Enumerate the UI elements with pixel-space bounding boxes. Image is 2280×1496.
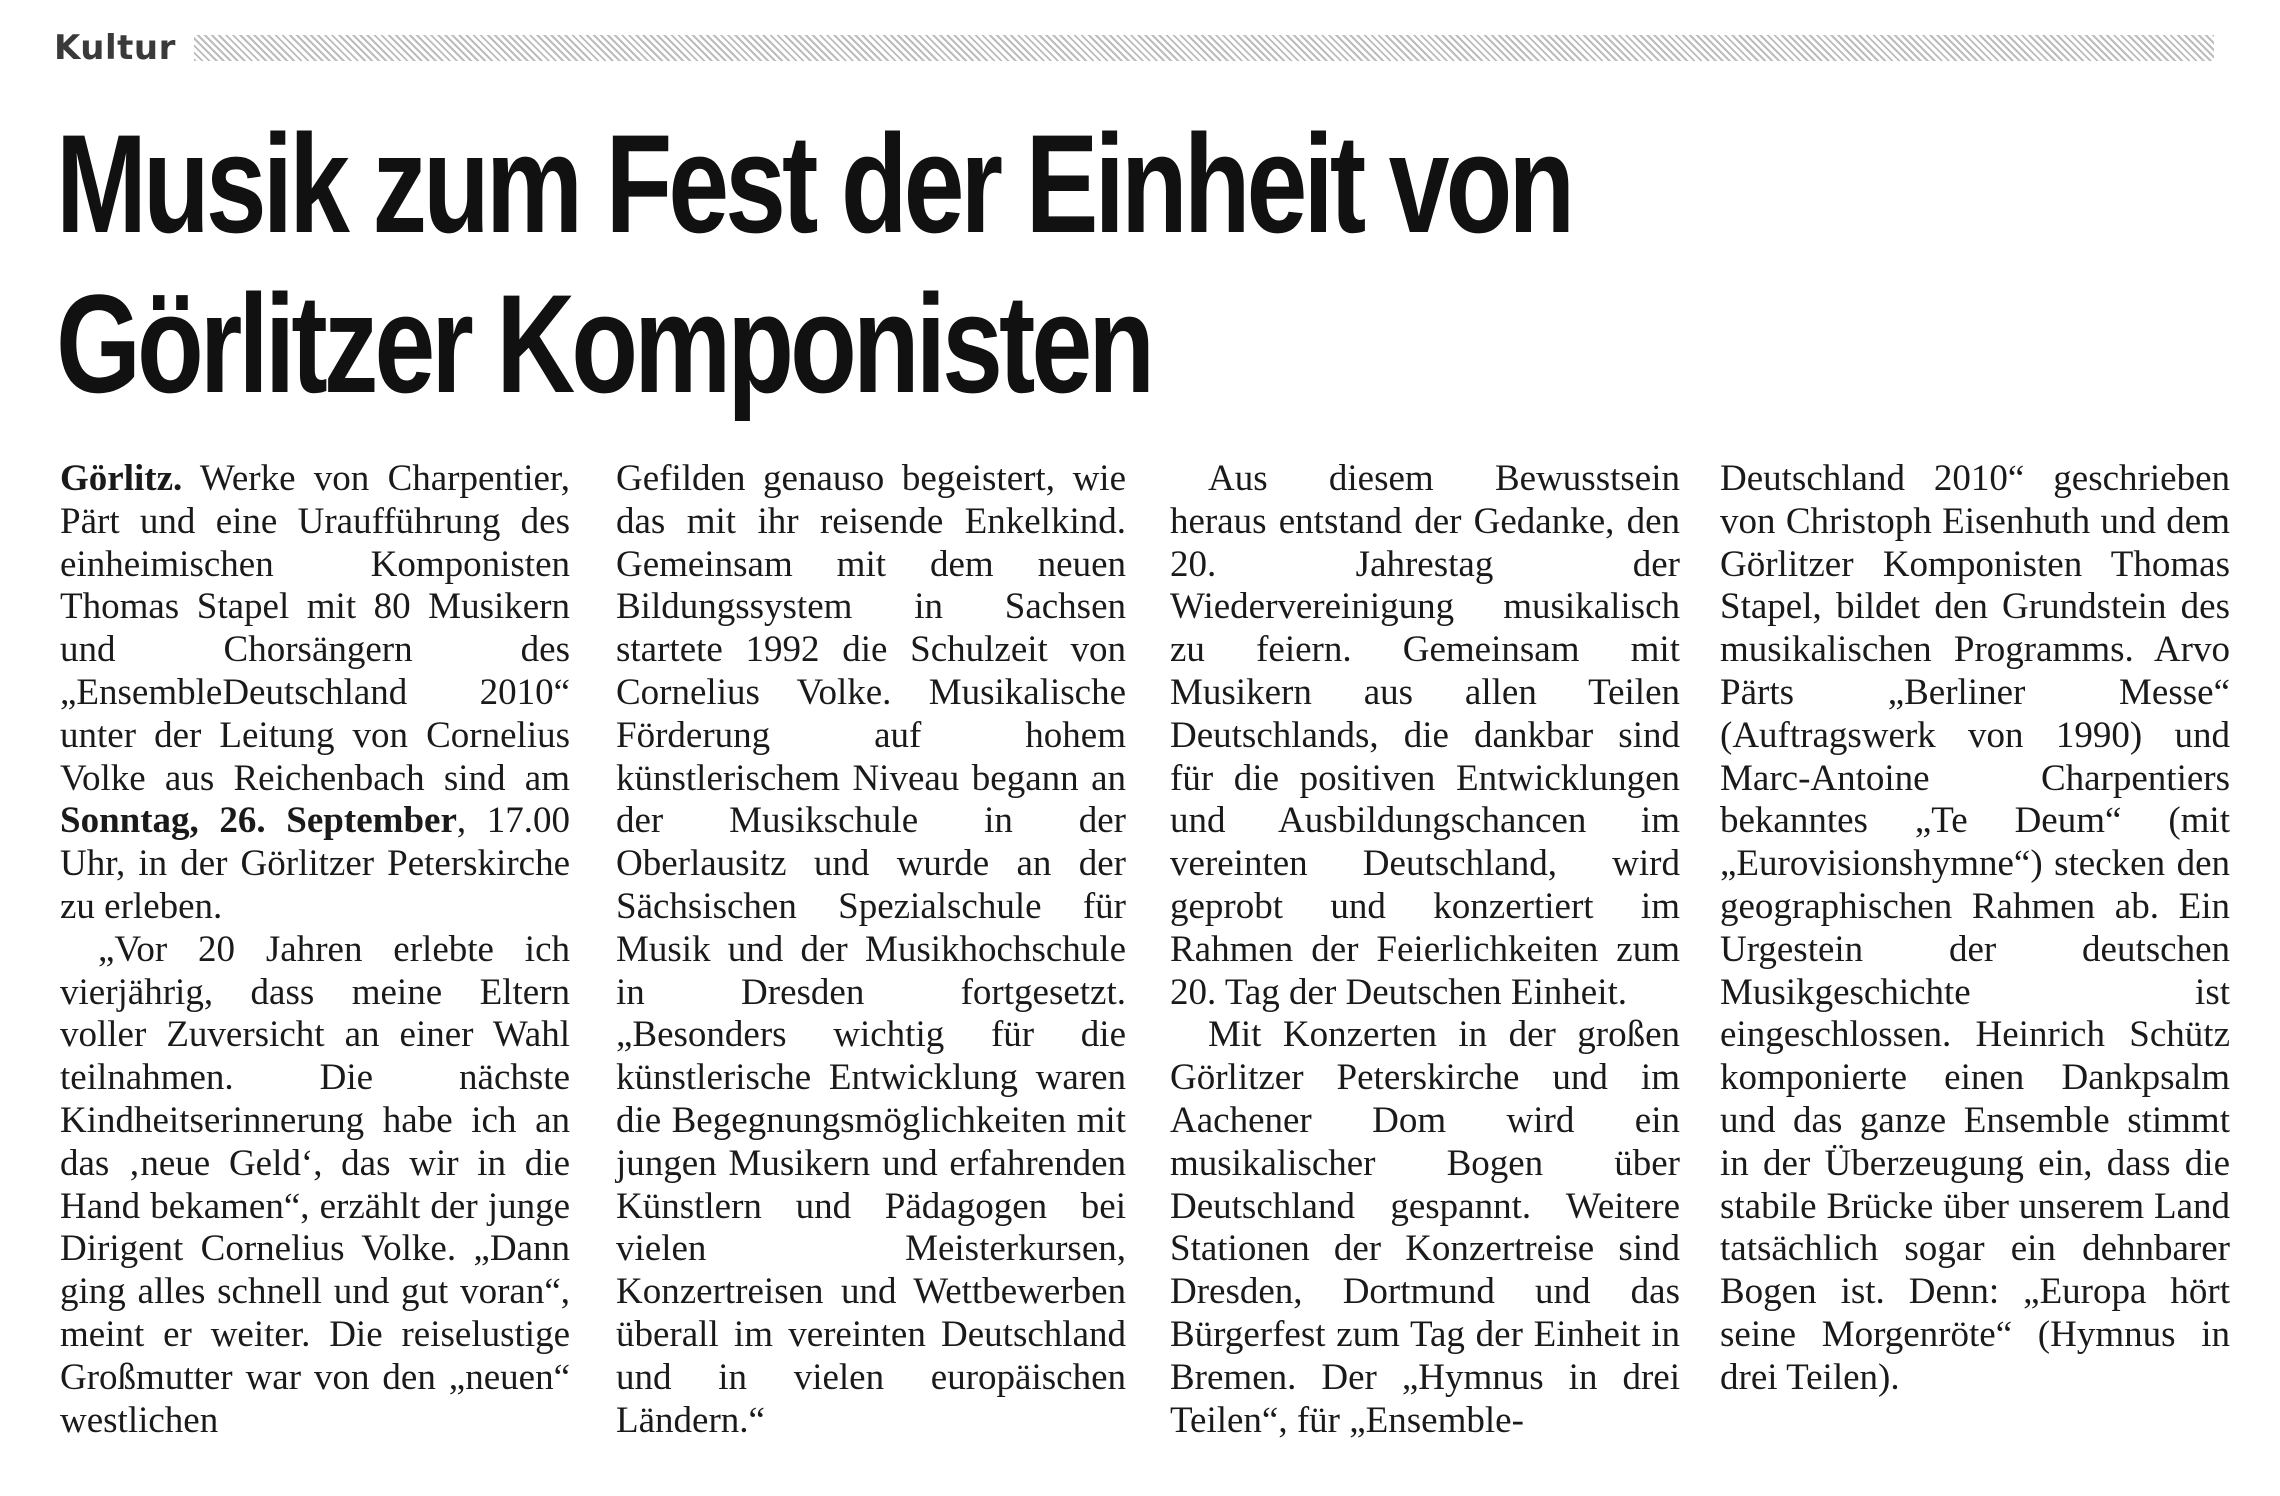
- section-rule: [194, 35, 2214, 61]
- paragraph: Mit Konzerten in der großen Görlitzer Peterskirche und im Aachener Dom wird ein musikalischer Bogen über Deutschland gespannt. Weitere Stationen der Konzertreise sind Dresden, Dortmund und das Bürgerfest zum Tag der Einheit in Bremen. Der „Hymnus in drei Teilen“, für „Ensemble-: [1170, 1014, 1680, 1441]
- article-column-3: [1170, 458, 1680, 1442]
- event-date: Sonntag, 26. September: [60, 800, 457, 842]
- paragraph: „Vor 20 Jahren erlebte ich vierjährig, dass meine Eltern voller Zuversicht an einer Wahl teilnahmen. Die nächste Kindheitserinnerung habe ich an das ‚neue Geld‘, das wir in die Hand bekamen“, erzählt der junge Dirigent Cornelius Volke. „Dann ging alles schnell und gut voran“, meint er weiter. Die reiselustige Großmutter war von den „neuen“ westlichen: [60, 928, 570, 1441]
- paragraph: [60, 458, 570, 929]
- article-column-4: [1720, 458, 2230, 1400]
- dateline: Görlitz.: [60, 458, 183, 499]
- article-body: [60, 458, 2230, 1468]
- article-column-1: [60, 458, 570, 1442]
- paragraph: Deutschland 2010“ geschrieben von Christoph Eisenhuth und dem Görlitzer Komponisten Thomas Stapel, bildet den Grundstein des musikalischen Programms. Arvo Pärts „Berliner Messe“ (Auftragswerk von 1990) und Marc-Antoine Charpentiers bekanntes „Te Deum“ (mit „Eurovisionshymne“) stecken den geographischen Rahmen ab. Ein Urgestein der deutschen Musikgeschichte ist eingeschlossen. Heinrich Schütz komponierte einen Dankpsalm und das ganze Ensemble stimmt in der Überzeugung ein, dass die stabile Brücke über unserem Land tatsächlich sogar ein dehnbarer Bogen ist. Denn: „Europa hört seine Morgenröte“ (Hymnus in drei Teilen).: [1720, 458, 2230, 1398]
- paragraph-text: , 17.00 Uhr, in der Görlitzer Peterskirche zu erleben.: [60, 800, 570, 927]
- headline-line-1: Musik zum Fest der Einheit von: [56, 105, 1572, 262]
- headline-line-2: Görlitzer Komponisten: [56, 265, 1152, 422]
- headline: [56, 104, 1733, 424]
- section-header: [54, 26, 2214, 70]
- paragraph-text: Werke von Charpentier, Pärt und eine Uraufführung des einheimischen Komponisten Thomas Stapel mit 80 Musikern und Chorsängern des „EnsembleDeutschland 2010“ unter der Leitung von Cornelius Volke aus Reichenbach sind am: [60, 458, 570, 799]
- article-column-2: [616, 458, 1126, 1442]
- section-label: Kultur: [54, 28, 176, 68]
- paragraph: Aus diesem Bewusstsein heraus entstand der Gedanke, den 20. Jahrestag der Wiedervereinigung musikalisch zu feiern. Gemeinsam mit Musikern aus allen Teilen Deutschlands, die dankbar sind für die positiven Entwicklungen und Ausbildungschancen im vereinten Deutschland, wird geprobt und konzertiert im Rahmen der Feierlichkeiten zum 20. Tag der Deutschen Einheit.: [1170, 458, 1680, 1013]
- paragraph: Gefilden genauso begeistert, wie das mit ihr reisende Enkelkind. Gemeinsam mit dem neuen Bildungssystem in Sachsen startete 1992 die Schulzeit von Cornelius Volke. Musikalische Förderung auf hohem künstlerischem Niveau begann an der Musikschule in der Oberlausitz und wurde an der Sächsischen Spezialschule für Musik und der Musikhochschule in Dresden fortgesetzt. „Besonders wichtig für die künstlerische Entwicklung waren die Begegnungsmöglichkeiten mit jungen Musikern und erfahrenden Künstlern und Pädagogen bei vielen Meisterkursen, Konzertreisen und Wettbewerben überall im vereinten Deutschland und in vielen europäischen Ländern.“: [616, 458, 1126, 1441]
